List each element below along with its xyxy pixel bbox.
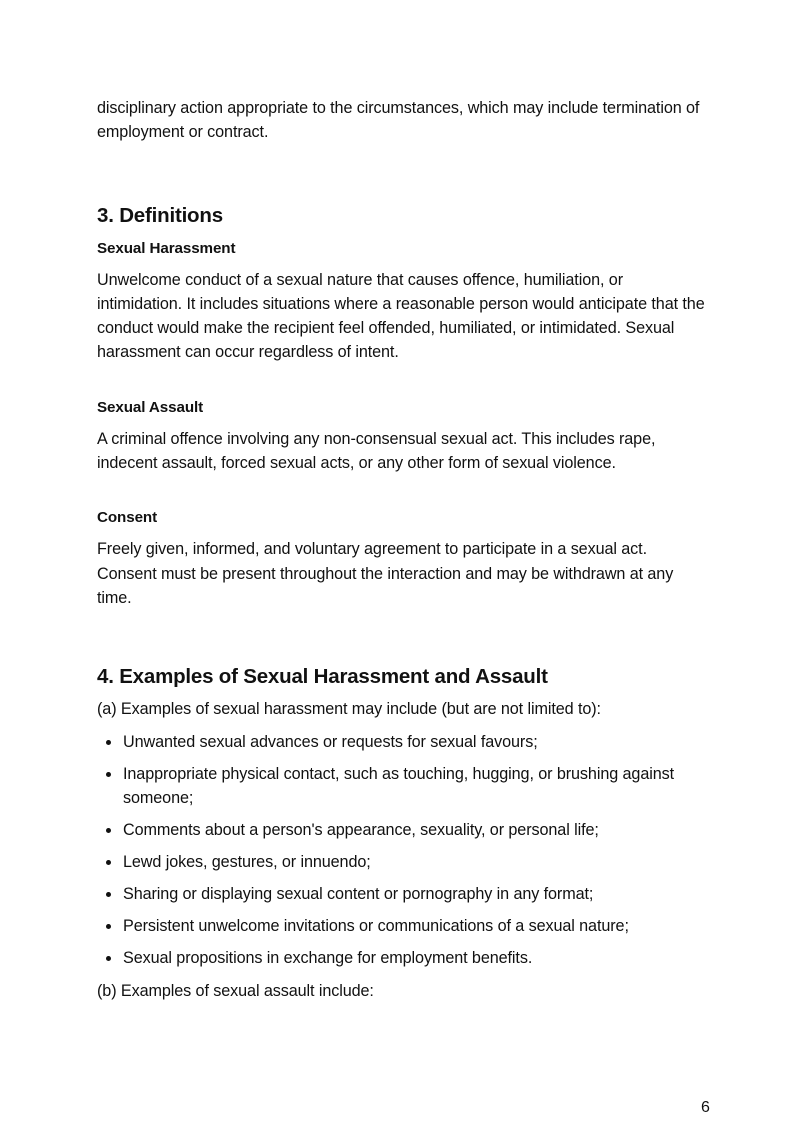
definition-term-sexual-harassment: Sexual Harassment	[97, 239, 236, 257]
list-item	[97, 762, 707, 811]
bullet-icon	[106, 772, 111, 777]
list-item-text: Sharing or displaying sexual content or pornography in any format;	[123, 885, 594, 904]
list-item	[97, 818, 707, 842]
definition-term-sexual-assault: Sexual Assault	[97, 398, 204, 416]
page-number: 6	[701, 1099, 710, 1116]
bullet-icon	[106, 860, 111, 865]
list-item	[97, 914, 707, 938]
definition-text-consent: Freely given, informed, and voluntary agreement to participate in a sexual act. Consent must be present throughout the interaction and may be withdrawn at any time.	[97, 540, 674, 607]
list-item-text: Unwanted sexual advances or requests for sexual favours;	[123, 732, 538, 751]
list-item	[97, 882, 707, 906]
bullet-icon	[106, 740, 111, 745]
bullet-icon	[106, 924, 111, 929]
harassment-examples-list	[97, 730, 707, 971]
bullet-icon	[106, 828, 111, 833]
definition-text-sexual-harassment: Unwelcome conduct of a sexual nature that causes offence, humiliation, or intimidation. It includes situations where a reasonable person would anticipate that the conduct would make the recipient feel offended, humiliated, or intimidated. Sexual harassment can occur regardless of intent.	[97, 270, 705, 362]
section-heading-definitions: 3. Definitions	[97, 203, 223, 227]
subsection-b-intro: (b) Examples of sexual assault include:	[97, 981, 374, 1000]
list-item-text: Lewd jokes, gestures, or innuendo;	[123, 853, 371, 872]
list-item-text: Inappropriate physical contact, such as touching, hugging, or brushing against someone;	[123, 764, 675, 807]
intro-continuation-paragraph: disciplinary action appropriate to the circumstances, which may include termination of employment or contract.	[97, 99, 700, 142]
list-item	[97, 850, 707, 874]
subsection-a-intro: (a) Examples of sexual harassment may include (but are not limited to):	[97, 700, 601, 719]
page-content	[97, 96, 707, 1003]
bullet-icon	[106, 892, 111, 897]
list-item-text: Sexual propositions in exchange for employment benefits.	[123, 949, 533, 968]
list-item-text: Persistent unwelcome invitations or communications of a sexual nature;	[123, 917, 629, 936]
list-item-text: Comments about a person's appearance, sexuality, or personal life;	[123, 821, 599, 840]
definition-term-consent: Consent	[97, 509, 158, 527]
bullet-icon	[106, 956, 111, 961]
list-item	[97, 946, 707, 970]
section-heading-examples: 4. Examples of Sexual Harassment and Assault	[97, 665, 548, 689]
list-item	[97, 730, 707, 754]
definition-text-sexual-assault: A criminal offence involving any non-consensual sexual act. This includes rape, indecent assault, forced sexual acts, or any other form of sexual violence.	[97, 429, 656, 473]
